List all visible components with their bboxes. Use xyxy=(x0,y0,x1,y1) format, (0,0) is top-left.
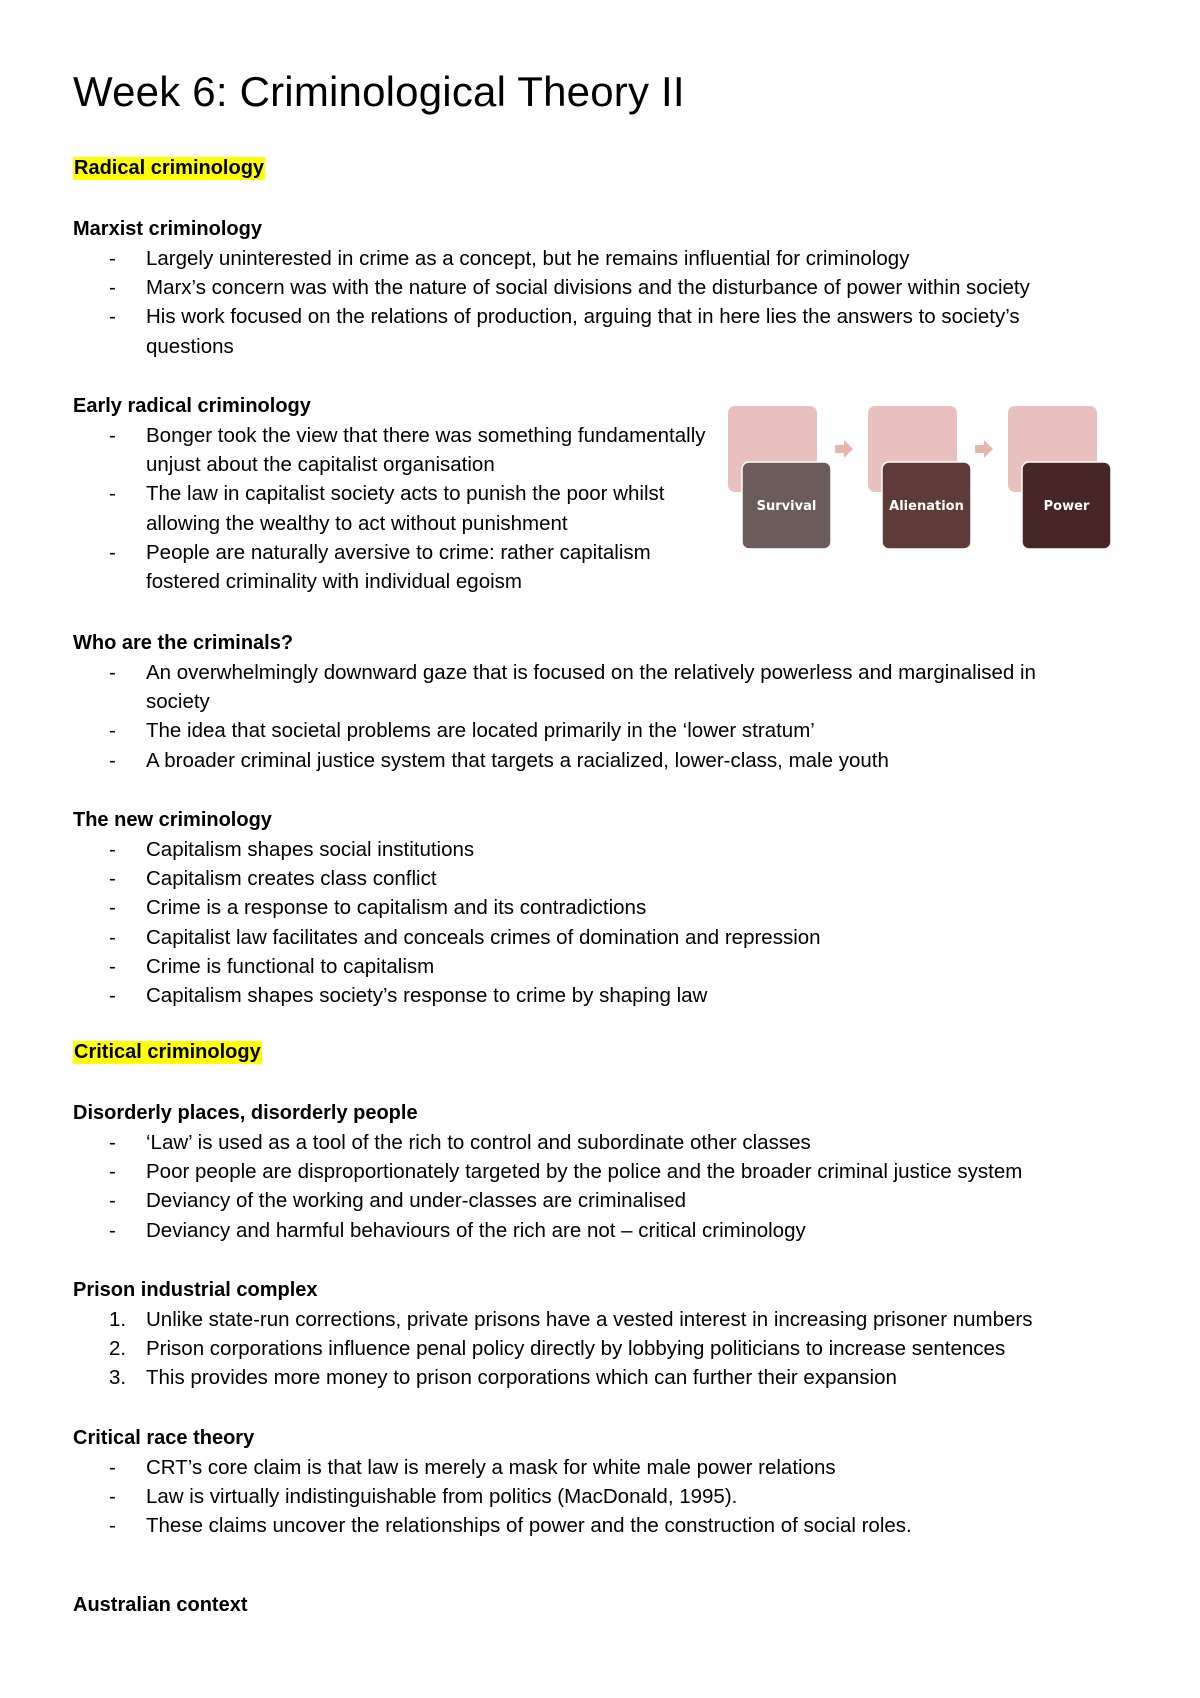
list-item: - Marx’s concern was with the nature of social divisions and the disturbance of power within society xyxy=(73,273,1133,302)
list-item: - The idea that societal problems are located primarily in the ‘lower stratum’ xyxy=(73,716,1133,745)
list-item: - His work focused on the relations of production, arguing that in here lies the answers to society’s questions xyxy=(73,302,1133,360)
list-new-criminology xyxy=(73,835,1133,1010)
list-item: - A broader criminal justice system that targets a racialized, lower-class, male youth xyxy=(73,746,1133,775)
list-item: - Poor people are disproportionately targeted by the police and the broader criminal justice system xyxy=(73,1157,1133,1186)
process-diagram-svg xyxy=(728,406,1120,556)
list-item xyxy=(73,1305,1133,1334)
list-item: - Crime is a response to capitalism and its contradictions xyxy=(73,893,1133,922)
subheading-early-radical: Early radical criminology xyxy=(73,395,311,417)
arrow-right-icon xyxy=(835,440,853,458)
section-heading-radical: Radical criminology xyxy=(74,157,265,179)
list-item: - An overwhelmingly downward gaze that is focused on the relatively powerless and marginalised in society xyxy=(73,658,1133,716)
list-item: - Bonger took the view that there was something fundamentally unjust about the capitalist organisation xyxy=(73,421,713,479)
list-crt xyxy=(73,1453,1133,1541)
list-item: - ‘Law’ is used as a tool of the rich to control and subordinate other classes xyxy=(73,1128,1133,1157)
subheading-crt: Critical race theory xyxy=(73,1427,255,1449)
process-diagram xyxy=(728,406,1120,556)
list-marxist xyxy=(73,244,1133,361)
list-item: - Capitalist law facilitates and conceals crimes of domination and repression xyxy=(73,923,1133,952)
subheading-australian: Australian context xyxy=(73,1594,248,1616)
list-item: - People are naturally aversive to crime: rather capitalism fostered criminality with individual egoism xyxy=(73,538,713,596)
list-text: Prison corporations influence penal policy directly by lobbying politicians to increase sentences xyxy=(146,1337,1006,1361)
list-prison xyxy=(73,1305,1133,1393)
diagram-step-power xyxy=(1022,462,1111,549)
list-item: - These claims uncover the relationships of power and the construction of social roles. xyxy=(73,1511,1133,1540)
list-item: - Largely uninterested in crime as a concept, but he remains influential for criminology xyxy=(73,244,1133,273)
list-item: - The law in capitalist society acts to punish the poor whilst allowing the wealthy to act without punishment xyxy=(73,479,713,537)
list-item: - Capitalism shapes society’s response to crime by shaping law xyxy=(73,981,1133,1010)
subheading-who-criminals: Who are the criminals? xyxy=(73,632,294,654)
list-text: Unlike state-run corrections, private prisons have a vested interest in increasing prisoner numbers xyxy=(146,1308,1033,1331)
arrow-right-icon xyxy=(975,440,993,458)
list-early-radical xyxy=(73,421,713,596)
subheading-disorderly: Disorderly places, disorderly people xyxy=(73,1102,418,1124)
diagram-step-label: Power xyxy=(1043,499,1090,514)
list-number: 2. xyxy=(109,1337,127,1361)
list-disorderly xyxy=(73,1128,1133,1245)
diagram-step-alienation xyxy=(882,462,971,549)
list-number: 3. xyxy=(109,1366,127,1390)
list-item: - Capitalism shapes social institutions xyxy=(73,835,1133,864)
subheading-new-criminology: The new criminology xyxy=(73,809,272,831)
list-item: - Capitalism creates class conflict xyxy=(73,864,1133,893)
list-number: 1. xyxy=(109,1308,127,1331)
list-item xyxy=(73,1363,1133,1392)
list-item: - Crime is functional to capitalism xyxy=(73,952,1133,981)
list-who-criminals xyxy=(73,658,1133,775)
subheading-prison: Prison industrial complex xyxy=(73,1279,318,1301)
page-title: Week 6: Criminological Theory II xyxy=(73,68,685,115)
diagram-step-survival xyxy=(742,462,831,549)
list-item xyxy=(73,1334,1133,1363)
section-heading-critical: Critical criminology xyxy=(74,1041,261,1063)
subheading-marxist: Marxist criminology xyxy=(73,218,262,240)
diagram-step-label: Alienation xyxy=(889,499,964,514)
list-item: - Deviancy and harmful behaviours of the rich are not – critical criminology xyxy=(73,1216,1133,1245)
diagram-step-label: Survival xyxy=(756,499,817,514)
list-item: - Deviancy of the working and under-classes are criminalised xyxy=(73,1186,1133,1215)
list-text: This provides more money to prison corporations which can further their expansion xyxy=(146,1366,897,1390)
list-item: - CRT’s core claim is that law is merely a mask for white male power relations xyxy=(73,1453,1133,1482)
list-item: - Law is virtually indistinguishable from politics (MacDonald, 1995). xyxy=(73,1482,1133,1511)
